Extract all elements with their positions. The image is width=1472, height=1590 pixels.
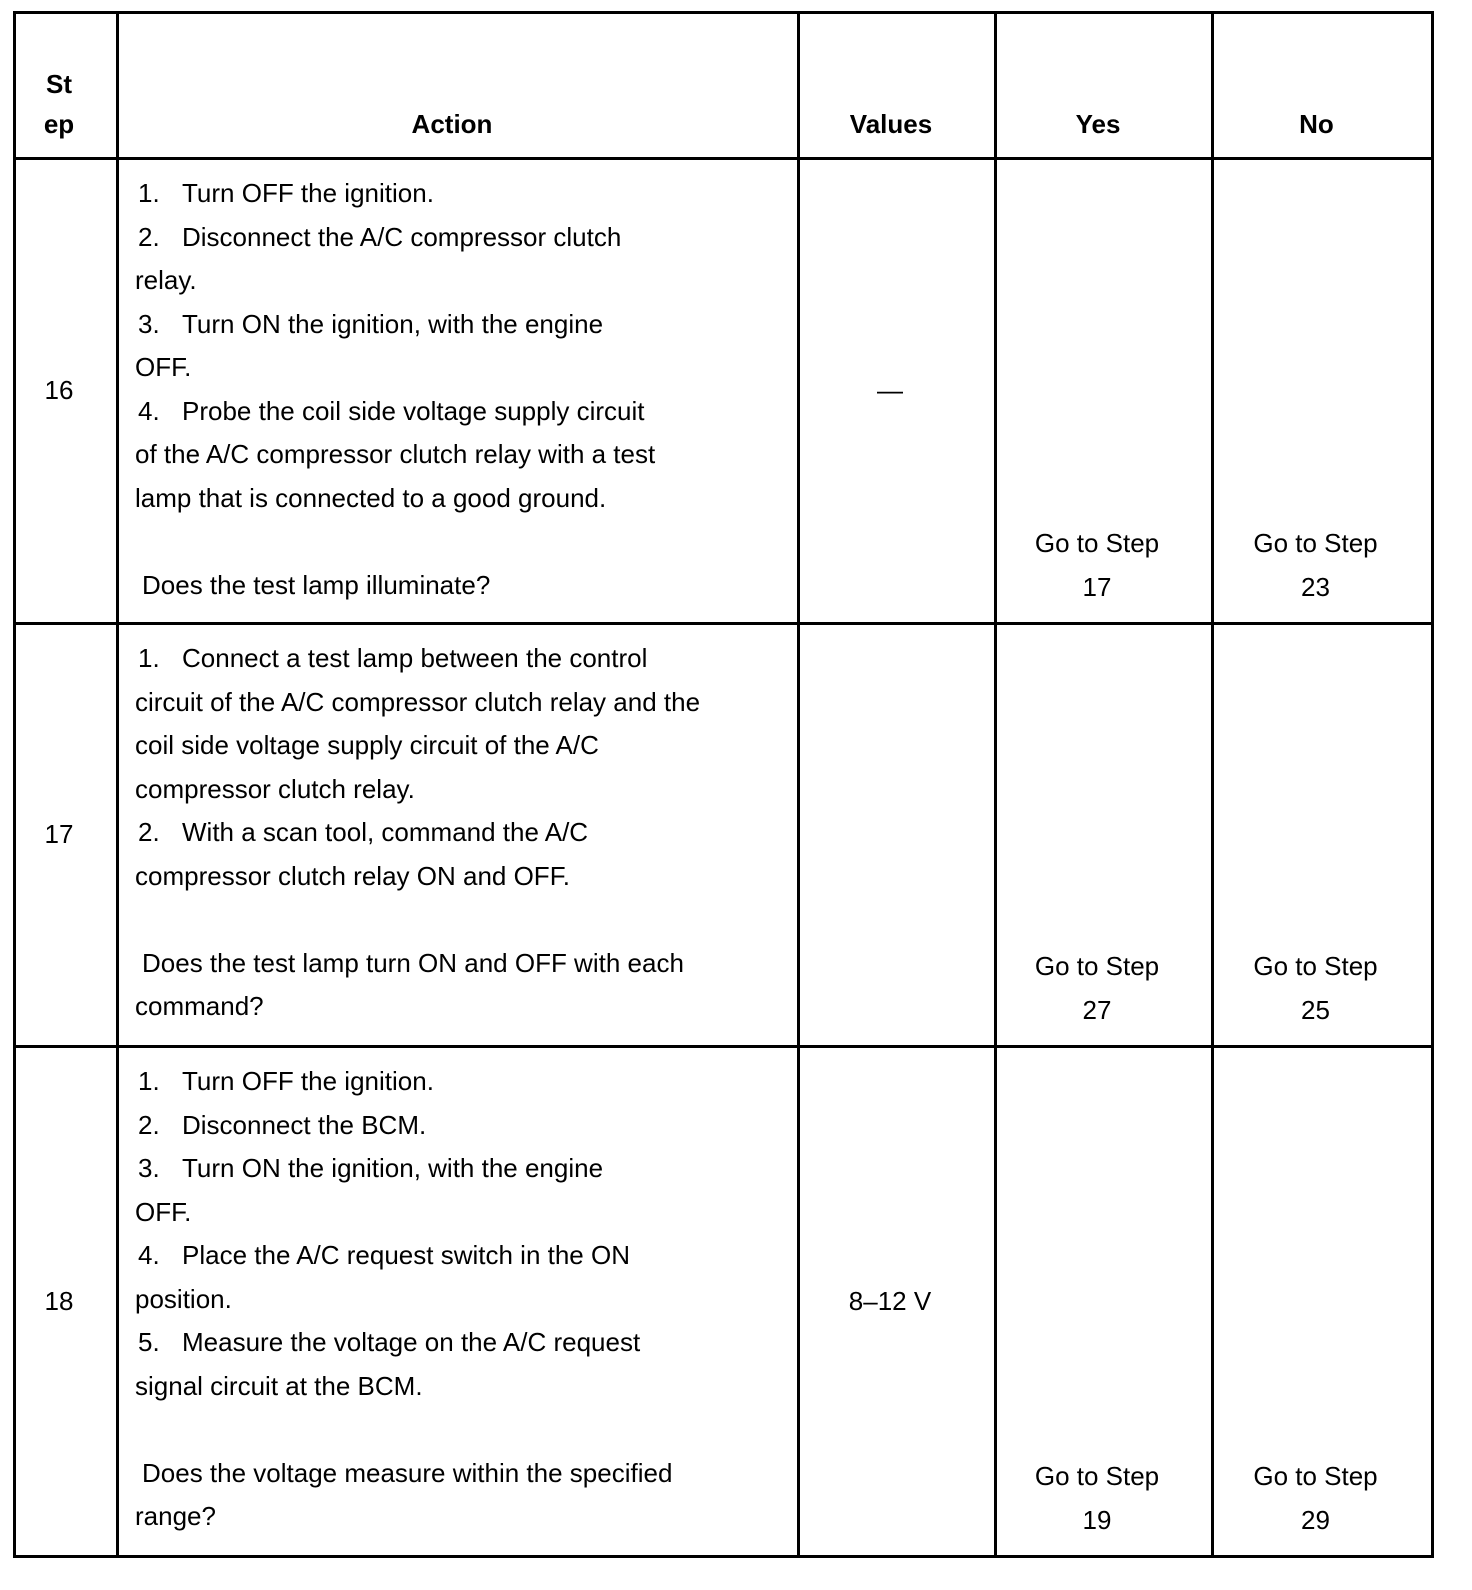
action-text: circuit of the A/C compressor clutch relay and the [135, 686, 701, 717]
yes-label: Go to Step [1034, 951, 1160, 981]
item-number: 2. [138, 221, 160, 252]
diagnostic-table [13, 11, 1434, 1558]
action-line [135, 724, 789, 768]
action-line [135, 172, 789, 216]
question-line: Does the voltage measure within the specified [142, 1457, 673, 1488]
action-text: of the A/C compressor clutch relay with a test [135, 439, 656, 469]
table-body [15, 159, 1433, 1557]
action-line [135, 1147, 789, 1191]
table-row [15, 159, 1433, 624]
no-label: Go to Step [1253, 951, 1378, 981]
item-number: 5. [138, 1327, 160, 1357]
no-cell [1213, 624, 1433, 1047]
action-text: signal circuit at the BCM. [135, 1370, 423, 1401]
action-text: Disconnect the A/C compressor clutch [182, 221, 622, 252]
value-text: — [877, 375, 903, 406]
question-line: Does the test lamp illuminate? [142, 569, 491, 600]
action-line [135, 768, 789, 812]
action-line [135, 637, 789, 681]
yes-step: 19 [1082, 1504, 1112, 1535]
action-text: Probe the coil side voltage supply circuit [182, 395, 645, 426]
action-text: position. [135, 1283, 232, 1314]
action-text: OFF. [135, 1196, 192, 1227]
blank-line [135, 898, 789, 942]
action-text: compressor clutch relay. [135, 773, 415, 804]
step-number-cell: 17 [15, 624, 118, 1047]
action-text: OFF. [135, 352, 192, 382]
item-number: 4. [138, 1240, 160, 1270]
item-number: 3. [138, 1153, 160, 1183]
header-yes: Yes [996, 13, 1213, 159]
action-line [135, 1278, 789, 1322]
item-number: 1. [138, 643, 160, 673]
action-line [135, 303, 789, 347]
action-text: Turn OFF the ignition. [182, 1066, 434, 1096]
step-number-cell: 18 [15, 1047, 118, 1557]
action-text: Turn OFF the ignition. [182, 178, 434, 208]
question-line: range? [135, 1501, 216, 1531]
yes-step: 27 [1082, 994, 1112, 1025]
action-line [135, 259, 789, 303]
action-line [135, 216, 789, 260]
table-row [15, 624, 1433, 1047]
action-line [135, 1191, 789, 1235]
table-header [15, 13, 1433, 159]
no-step: 25 [1301, 994, 1330, 1025]
action-cell [118, 1047, 799, 1557]
action-line [135, 1060, 789, 1104]
header-row [15, 13, 1433, 159]
item-number: 3. [138, 308, 160, 339]
action-line [135, 855, 789, 899]
action-text: Turn ON the ignition, with the engine [182, 308, 604, 339]
table-row [15, 1047, 1433, 1557]
no-cell [1213, 1047, 1433, 1557]
question-line: command? [135, 991, 264, 1021]
yes-cell [996, 1047, 1213, 1557]
action-text: Turn ON the ignition, with the engine [182, 1153, 604, 1183]
action-text: relay. [135, 265, 197, 295]
header-step-line: St [46, 69, 72, 99]
blank-line [135, 520, 789, 564]
step-number-cell: 16 [15, 159, 118, 624]
action-line [135, 1104, 789, 1148]
values-cell [799, 624, 996, 1047]
header-step [15, 13, 118, 159]
action-line [135, 1365, 789, 1409]
action-line [135, 1234, 789, 1278]
yes-label: Go to Step [1034, 1461, 1160, 1491]
value-text: 8–12 V [848, 1285, 932, 1316]
question-line: Does the test lamp turn ON and OFF with each [142, 947, 684, 978]
values-cell [799, 1047, 996, 1557]
action-text: Place the A/C request switch in the ON [182, 1240, 630, 1270]
yes-cell [996, 159, 1213, 624]
action-cell [118, 159, 799, 624]
values-cell [799, 159, 996, 624]
no-label: Go to Step [1253, 1461, 1378, 1491]
action-line [135, 811, 789, 855]
item-number: 1. [138, 1066, 160, 1096]
action-line [135, 346, 789, 390]
item-number: 2. [138, 817, 160, 847]
blank-line [135, 1408, 789, 1452]
action-line [135, 477, 789, 521]
action-text: With a scan tool, command the A/C [182, 817, 589, 847]
action-text: Disconnect the BCM. [182, 1109, 427, 1140]
no-label: Go to Step [1253, 528, 1378, 558]
header-step-line: ep [43, 109, 75, 139]
no-step: 23 [1301, 571, 1330, 602]
yes-step: 17 [1082, 571, 1112, 602]
header-action: Action [118, 13, 799, 159]
action-cell [118, 624, 799, 1047]
no-cell [1213, 159, 1433, 624]
yes-label: Go to Step [1034, 528, 1160, 558]
action-text: lamp that is connected to a good ground. [135, 482, 607, 513]
header-values: Values [799, 13, 996, 159]
no-step: 29 [1301, 1504, 1330, 1535]
item-number: 2. [138, 1109, 160, 1140]
header-no: No [1213, 13, 1433, 159]
item-number: 4. [138, 395, 160, 426]
action-text: compressor clutch relay ON and OFF. [135, 860, 570, 891]
action-text: Connect a test lamp between the control [182, 643, 648, 673]
action-line [135, 1321, 789, 1365]
action-line [135, 433, 789, 477]
yes-cell [996, 624, 1213, 1047]
item-number: 1. [138, 178, 160, 208]
action-text: coil side voltage supply circuit of the A/C [135, 730, 599, 760]
action-line [135, 390, 789, 434]
action-line [135, 681, 789, 725]
action-text: Measure the voltage on the A/C request [182, 1327, 641, 1357]
